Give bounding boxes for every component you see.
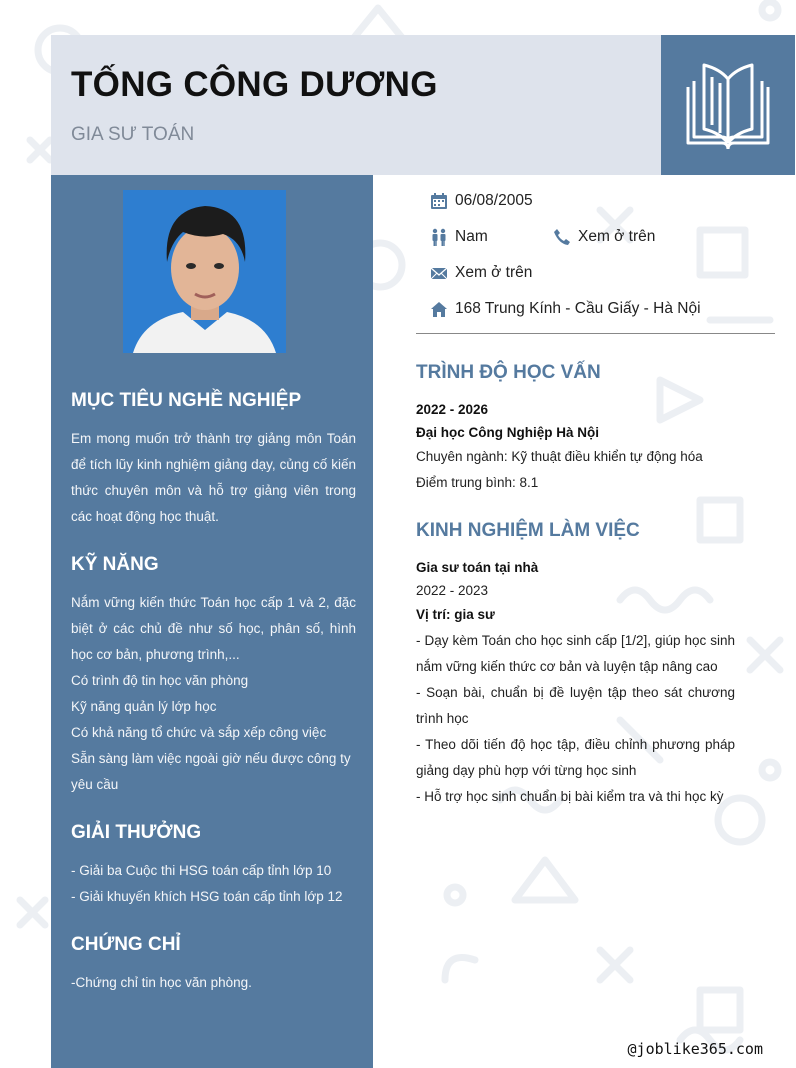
book-icon (680, 57, 776, 153)
award-item: - Giải ba Cuộc thi HSG toán cấp tỉnh lớp 10 (71, 863, 332, 878)
address-value: 168 Trung Kính - Cầu Giấy - Hà Nội (455, 300, 701, 317)
calendar-icon (430, 192, 448, 210)
email-icon (430, 264, 448, 282)
awards-section (71, 822, 356, 910)
skill-item: Có trình độ tin học văn phòng (71, 673, 249, 688)
education-heading: TRÌNH ĐỘ HỌC VẤN (416, 362, 601, 383)
education-period: 2022 - 2026 (416, 402, 489, 417)
objective-section (71, 390, 356, 530)
experience-heading: KINH NGHIỆM LÀM VIỆC (416, 520, 640, 541)
certificates-section (71, 934, 356, 996)
certificates-heading: CHỨNG CHỈ (71, 934, 181, 955)
gender-row (430, 228, 488, 246)
experience-duty: - Theo dõi tiến độ học tập, điều chỉnh phương pháp giảng dạy phù hợp với từng học sinh (416, 737, 735, 778)
certificate-item: -Chứng chỉ tin học văn phòng. (71, 975, 252, 990)
candidate-name: TỐNG CÔNG DƯƠNG (71, 65, 438, 104)
profile-photo (123, 190, 286, 353)
objective-heading: MỤC TIÊU NGHỀ NGHIỆP (71, 390, 302, 411)
experience-period: 2022 - 2023 (416, 583, 489, 598)
education-school: Đại học Công Nghiệp Hà Nội (416, 425, 600, 440)
site-watermark: @joblike365.com (627, 1040, 763, 1058)
certificates-list (71, 970, 356, 996)
education-gpa: Điểm trung bình: 8.1 (416, 475, 539, 490)
phone-row (553, 228, 655, 246)
email-value: Xem ở trên (455, 264, 533, 281)
award-item: - Giải khuyến khích HSG toán cấp tỉnh lớp 12 (71, 889, 343, 904)
experience-duty: - Soạn bài, chuẩn bị đề luyện tập theo sát chương trình học (416, 685, 735, 726)
experience-duty: - Dạy kèm Toán cho học sinh cấp [1/2], giúp học sinh nắm vững kiến thức cơ bản và luyện tập nâng cao (416, 633, 735, 674)
skill-item: Có khả năng tổ chức và sắp xếp công việc (71, 725, 327, 740)
phone-icon (553, 228, 571, 246)
gender-icon (430, 228, 448, 246)
gender-value: Nam (455, 228, 488, 245)
birthday-value: 06/08/2005 (455, 192, 533, 209)
sidebar (51, 175, 373, 1068)
experience-block (416, 556, 735, 810)
header (51, 35, 661, 175)
skills-section (71, 554, 356, 798)
email-row (430, 264, 532, 282)
header-icon-box (661, 35, 795, 175)
job-title: GIA SƯ TOÁN (71, 124, 195, 145)
awards-list (71, 858, 356, 910)
education-major: Chuyên ngành: Kỹ thuật điều khiển tự động hóa (416, 449, 703, 464)
education-block (416, 398, 735, 495)
phone-value: Xem ở trên (578, 228, 656, 245)
experience-position: Vị trí: gia sư (416, 607, 495, 622)
skill-item: Nắm vững kiến thức Toán học cấp 1 và 2, đặc biệt ở các chủ đề như số học, phân số, hình học cơ bản, phương trình,... (71, 595, 356, 662)
skill-item: Sẵn sàng làm việc ngoài giờ nếu được công ty yêu cầu (71, 751, 351, 792)
experience-duty: - Hỗ trợ học sinh chuẩn bị bài kiểm tra và thi học kỳ (416, 789, 724, 804)
objective-text: Em mong muốn trở thành trợ giảng môn Toán để tích lũy kinh nghiệm giảng dạy, củng cố kiến thức chuyên môn và hỗ trợ giảng viên trong các hoạt động học thuật. (71, 431, 356, 524)
birthday-row (430, 192, 533, 210)
experience-company: Gia sư toán tại nhà (416, 560, 539, 575)
awards-heading: GIẢI THƯỞNG (71, 822, 202, 843)
skills-list (71, 590, 356, 798)
profile-photo-image (123, 190, 286, 353)
home-icon (430, 300, 448, 318)
address-row (430, 300, 701, 318)
skills-heading: KỸ NĂNG (71, 554, 159, 575)
contact-divider (416, 333, 775, 334)
skill-item: Kỹ năng quản lý lớp học (71, 699, 217, 714)
